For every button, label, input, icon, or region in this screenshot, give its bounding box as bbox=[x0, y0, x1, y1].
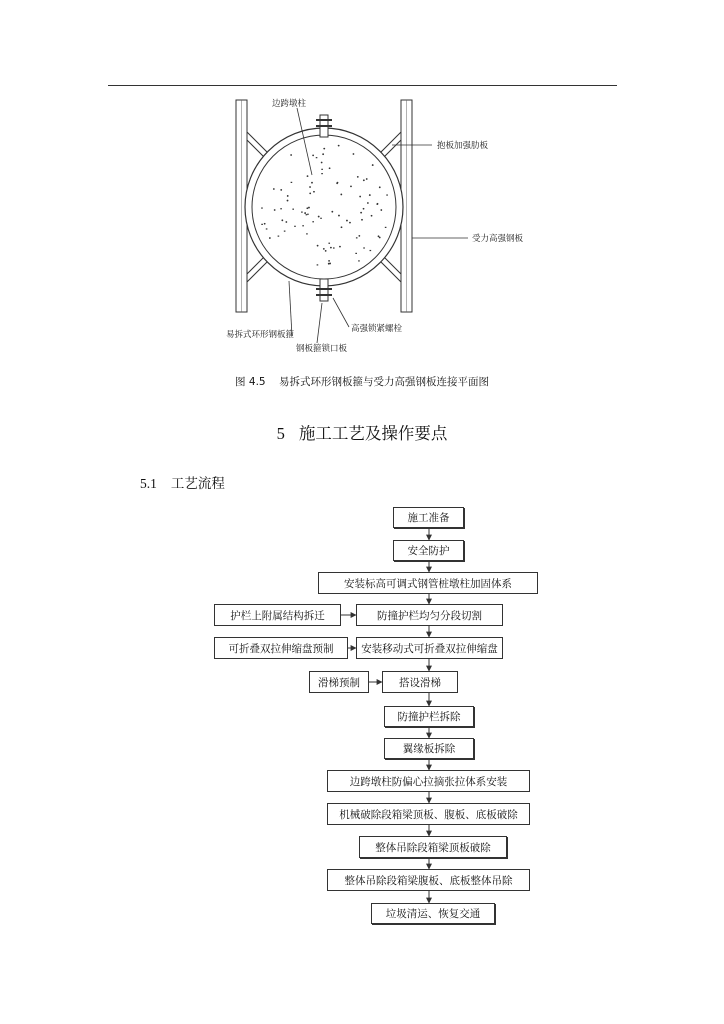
section-title: 施工工艺及操作要点 bbox=[298, 424, 448, 443]
subsection-number: 5.1 bbox=[140, 476, 157, 491]
label-lock-plate: 钢板箍锁口板 bbox=[296, 344, 348, 354]
label-plate: 受力高强钢板 bbox=[472, 234, 524, 244]
flow-side-2: 可折叠双拉伸缩盘预制 bbox=[214, 637, 348, 659]
flow-step-12: 整体吊除段箱梁腹板、底板整体吊除 bbox=[327, 869, 530, 891]
flow-step-3: 安装标高可调式钢管桩墩柱加固体系 bbox=[318, 572, 538, 594]
label-bolt: 高强锁紧螺栓 bbox=[351, 324, 403, 334]
flow-step-13: 垃圾清运、恢复交通 bbox=[371, 903, 495, 924]
label-rib: 抱板加强肋板 bbox=[437, 141, 489, 151]
caption-number: 图 4.5 bbox=[235, 376, 266, 388]
flow-step-4: 防撞护栏均匀分段切割 bbox=[356, 604, 503, 626]
flow-step-10: 机械破除段箱梁顶板、腹板、底板破除 bbox=[327, 803, 530, 825]
flow-step-11: 整体吊除段箱梁顶板破除 bbox=[359, 836, 507, 858]
flow-step-7: 防撞护栏拆除 bbox=[384, 706, 474, 727]
flow-side-3: 滑梯预制 bbox=[309, 671, 369, 693]
caption-text: 易拆式环形钢板箍与受力高强钢板连接平面图 bbox=[278, 376, 489, 388]
section-number: 5 bbox=[276, 424, 285, 443]
flow-step-2: 安全防护 bbox=[393, 540, 464, 561]
flow-step-6: 搭设滑梯 bbox=[382, 671, 458, 693]
flow-step-9: 边跨墩柱防偏心拉摘张拉体系安装 bbox=[327, 770, 530, 792]
label-pier: 边跨墩柱 bbox=[272, 99, 307, 109]
flow-step-8: 翼缘板拆除 bbox=[384, 738, 474, 759]
flow-step-1: 施工准备 bbox=[393, 507, 464, 528]
flow-side-1: 护栏上附属结构拆迁 bbox=[214, 604, 341, 626]
subsection-title: 工艺流程 bbox=[170, 476, 225, 492]
label-hoop: 易拆式环形钢板箍 bbox=[226, 330, 295, 340]
flow-step-5: 安装移动式可折叠双拉伸缩盘 bbox=[356, 637, 503, 659]
